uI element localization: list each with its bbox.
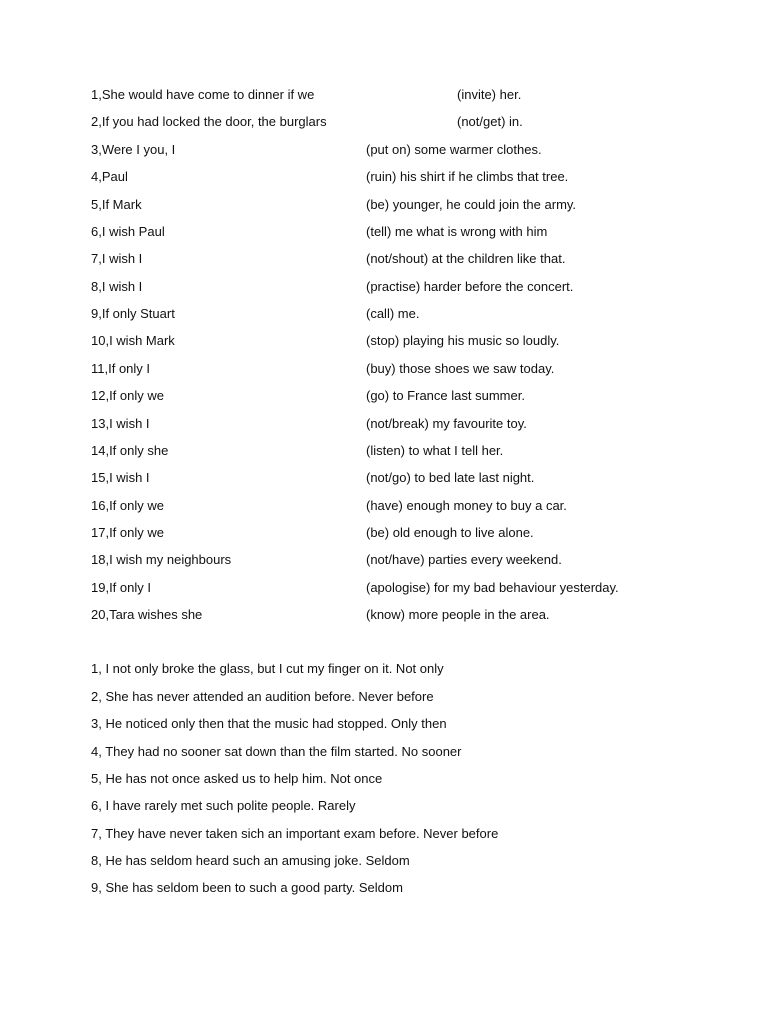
exercise-2-item: 6, I have rarely met such polite people. Rarely (91, 798, 356, 813)
exercise-2-item: 8, He has seldom heard such an amusing joke. Seldom (91, 853, 410, 868)
item-verb-hint: (not/shout) at the children like that. (366, 251, 566, 266)
item-verb-hint: (be) old enough to live alone. (366, 525, 534, 540)
item-prompt: 20,Tara wishes she (91, 607, 203, 622)
item-prompt: 12,If only we (91, 388, 164, 403)
item-prompt: 8,I wish I (91, 279, 143, 294)
exercise-2-item: 4, They had no sooner sat down than the film started. No sooner (91, 744, 462, 759)
item-verb-hint: (not/get) in. (457, 114, 523, 129)
item-prompt: 16,If only we (91, 498, 164, 513)
item-verb-hint: (practise) harder before the concert. (366, 279, 574, 294)
item-prompt: 2,If you had locked the door, the burglars (91, 114, 327, 129)
item-verb-hint: (not/break) my favourite toy. (366, 416, 527, 431)
item-verb-hint: (go) to France last summer. (366, 388, 525, 403)
item-prompt: 13,I wish I (91, 416, 150, 431)
item-verb-hint: (apologise) for my bad behaviour yesterday. (366, 580, 619, 595)
exercise-2-item: 3, He noticed only then that the music had stopped. Only then (91, 716, 447, 731)
item-verb-hint: (stop) playing his music so loudly. (366, 333, 560, 348)
item-prompt: 7,I wish I (91, 251, 143, 266)
item-verb-hint: (put on) some warmer clothes. (366, 142, 542, 157)
item-prompt: 10,I wish Mark (91, 333, 175, 348)
item-prompt: 1,She would have come to dinner if we (91, 87, 315, 102)
item-prompt: 9,If only Stuart (91, 306, 175, 321)
exercise-2-item: 9, She has seldom been to such a good party. Seldom (91, 880, 403, 895)
item-verb-hint: (ruin) his shirt if he climbs that tree. (366, 169, 569, 184)
item-prompt: 17,If only we (91, 525, 164, 540)
item-verb-hint: (buy) those shoes we saw today. (366, 361, 555, 376)
exercise-2-item: 5, He has not once asked us to help him. Not once (91, 771, 383, 786)
item-verb-hint: (tell) me what is wrong with him (366, 224, 548, 239)
item-verb-hint: (not/have) parties every weekend. (366, 552, 562, 567)
item-verb-hint: (call) me. (366, 306, 420, 321)
exercise-2-item: 7, They have never taken sich an important exam before. Never before (91, 826, 499, 841)
item-prompt: 5,If Mark (91, 197, 142, 212)
item-verb-hint: (be) younger, he could join the army. (366, 197, 577, 212)
item-verb-hint: (listen) to what I tell her. (366, 443, 504, 458)
item-prompt: 15,I wish I (91, 470, 150, 485)
item-verb-hint: (invite) her. (457, 87, 522, 102)
item-prompt: 18,I wish my neighbours (91, 552, 232, 567)
item-prompt: 11,If only I (91, 361, 151, 376)
item-verb-hint: (know) more people in the area. (366, 607, 550, 622)
item-prompt: 14,If only she (91, 443, 169, 458)
item-prompt: 19,If only I (91, 580, 151, 595)
exercise-2-item: 1, I not only broke the glass, but I cut my finger on it. Not only (91, 661, 444, 676)
item-prompt: 6,I wish Paul (91, 224, 165, 239)
exercise-2-item: 2, She has never attended an audition before. Never before (91, 689, 434, 704)
item-prompt: 4,Paul (91, 169, 128, 184)
item-prompt: 3,Were I you, I (91, 142, 176, 157)
item-verb-hint: (not/go) to bed late last night. (366, 470, 535, 485)
item-verb-hint: (have) enough money to buy a car. (366, 498, 567, 513)
